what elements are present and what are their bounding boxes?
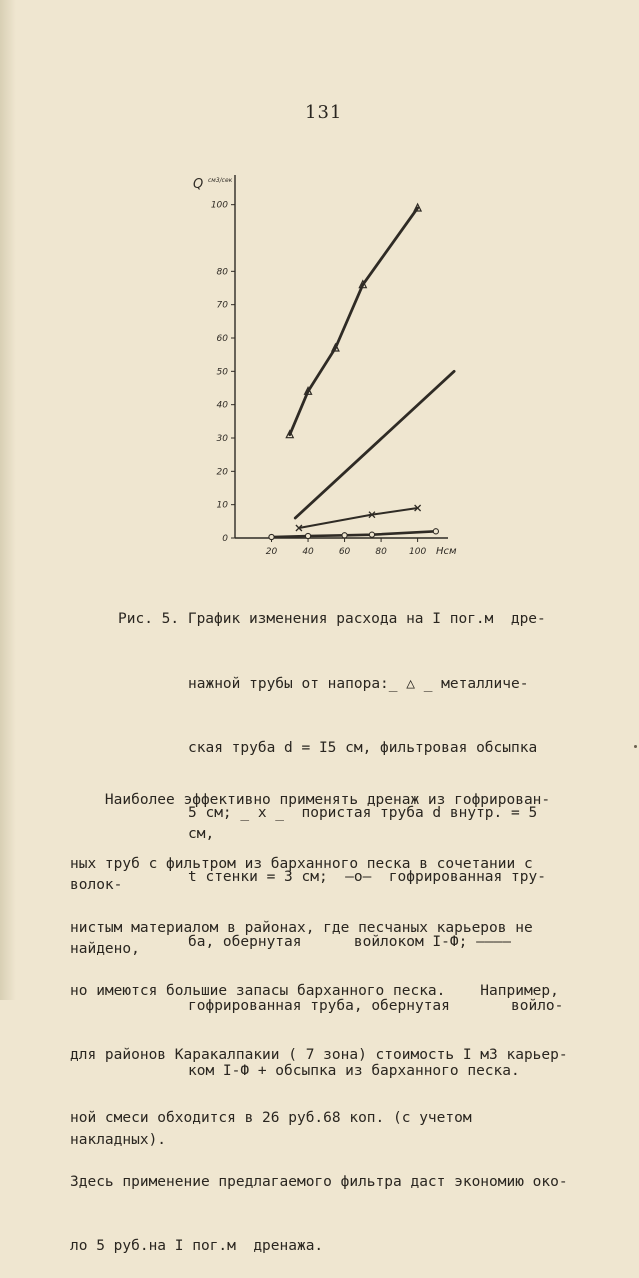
chart-axes: [235, 175, 448, 538]
circle-marker: [433, 529, 438, 534]
y-tick-label: 20: [216, 467, 228, 478]
paragraph-line: Здесь применение предлагаемого фильтра даст экономию око-: [70, 1173, 568, 1190]
x-tick-label: 80: [375, 547, 387, 557]
y-tick-label: 0: [222, 534, 228, 544]
y-tick-label: 40: [216, 400, 228, 411]
caption-line: 5 см; _ x _ пористая труба d внутр. = 5 см,: [188, 804, 546, 842]
circle-marker: [369, 532, 374, 537]
y-tick-label: 60: [216, 334, 228, 344]
y-tick-label: 30: [216, 434, 228, 444]
x-tick-label: 60: [338, 547, 351, 557]
caption-line: Рис. 5. График изменения расхода на I пог.м дре-: [118, 611, 546, 627]
x-axis-label: Hсм: [436, 546, 457, 557]
page-number: 131: [305, 102, 343, 123]
x-tick-label: 20: [265, 547, 278, 557]
circle-marker: [305, 533, 310, 538]
page-edge: [0, 0, 16, 1000]
caption-line: нажной трубы от напора:_ △ _ металличе-: [188, 675, 529, 692]
chart: [190, 160, 470, 560]
caption-line: t стенки = 3 см; —o— гофрированная тру-: [188, 869, 546, 885]
series-3-line: [299, 508, 418, 528]
y-tick-label: 50: [216, 367, 228, 378]
series-2-line: [295, 371, 454, 518]
y-tick-label: 100: [210, 200, 228, 211]
paragraph-line: ной смеси обходится в 26 руб.68 коп. (с учетом накладных).: [70, 1110, 481, 1148]
caption-line: ба, обернутая войлоком I-Ф; ————: [188, 933, 512, 950]
paragraph-line: нистым материалом в районах, где песчаных карьеров не найдено,: [70, 919, 542, 957]
circle-marker: [269, 534, 274, 539]
chart-ticks: [211, 201, 427, 557]
y-tick-label: 80: [216, 267, 228, 278]
paragraph-line: ло 5 руб.на I пог.м дренажа.: [70, 1237, 324, 1254]
chart-series: [269, 204, 454, 540]
scan-speck: [634, 745, 637, 748]
circle-marker: [342, 533, 347, 538]
paragraph-line: для районов Каракалпакии ( 7 зона) стоимость I м3 карьер-: [70, 1046, 568, 1063]
paragraph-line: ных труб с фильтром из барханного песка в сочетании с волок-: [70, 856, 542, 894]
y-tick-label: 70: [216, 300, 228, 311]
x-tick-label: 100: [409, 547, 427, 557]
y-tick-label: 10: [216, 500, 228, 511]
paragraph-line: но имеются большие запасы барханного песка. Например,: [70, 983, 559, 1000]
y-axis-label: Q: [193, 177, 204, 192]
series-1-line: [290, 208, 418, 435]
y-axis-unit: см3/сек: [208, 177, 233, 184]
caption-line: гофрированная труба, обернутая войло-: [188, 998, 564, 1014]
paragraph-line: Наиболее эффективно применять дренаж из гофрирован-: [70, 792, 551, 809]
x-tick-label: 40: [302, 547, 314, 557]
caption-line: ком I-Ф + обсыпка из барханного песка.: [188, 1062, 520, 1079]
series-4-line: [272, 531, 436, 537]
body-paragraph: [70, 748, 570, 1278]
caption-line: ская труба d = I5 см, фильтровая обсыпка: [188, 740, 538, 756]
